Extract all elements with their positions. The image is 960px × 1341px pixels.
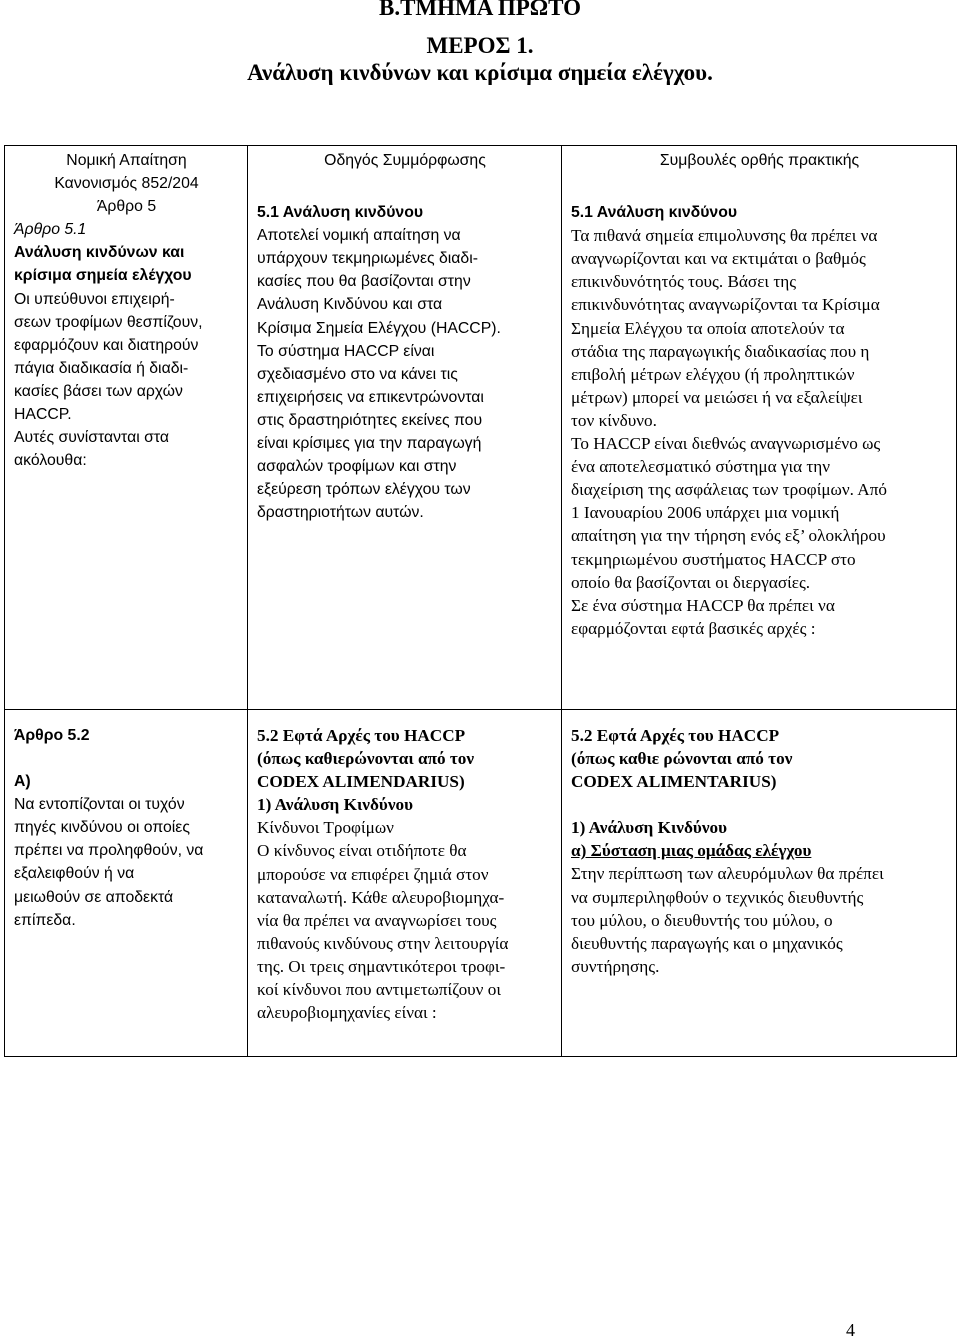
article-label: Άρθρο 5.1 bbox=[14, 221, 87, 239]
body-line: αλευροβιομηχανίες είναι : bbox=[257, 1003, 437, 1023]
body-line: Το σύστημα HACCP είναι bbox=[257, 342, 435, 360]
article-heading: Ανάλυση κινδύνων και bbox=[14, 244, 185, 262]
body-line: εφαρμόζονται εφτά βασικές αρχές : bbox=[571, 618, 816, 638]
body-line: οποίο θα βασίζονται οι διεργασίες. bbox=[571, 572, 811, 592]
body-line: πρέπει να προληφθούν, να bbox=[14, 842, 204, 860]
body-line: υπάρχουν τεκμηριωμένες διαδι- bbox=[257, 250, 478, 268]
section-heading: (όπως καθιερώνονται από τον bbox=[257, 749, 475, 769]
principle-heading: 1) Ανάλυση Κινδύνου bbox=[257, 795, 414, 815]
body-line: απαίτηση για την τήρηση ενός εξ’ ολοκλήρου bbox=[571, 526, 886, 546]
body-line: μέτρων) μπορεί να μειώσει ή να εξαλείψει bbox=[571, 387, 863, 407]
principle-heading: 1) Ανάλυση Κινδύνου bbox=[571, 818, 728, 838]
part-title: ΜΕΡΟΣ 1. bbox=[426, 33, 534, 58]
body-line: Σημεία Ελέγχου τα οποία αποτελούν τα bbox=[571, 318, 845, 338]
body-line: 1 Ιανουαρίου 2006 υπάρχει μια νομική bbox=[571, 503, 840, 523]
body-line: είναι κρίσιμες για την παραγωγή bbox=[257, 435, 482, 453]
body-line: μπορούσε να επιφέρει ζημιά στον bbox=[257, 864, 489, 884]
body-line: στις δραστηριότητες εκείνες που bbox=[257, 411, 483, 429]
section-heading: CODEX ALIMENTARIUS) bbox=[571, 772, 777, 792]
body-line: πάγια διαδικασία ή διαδι- bbox=[14, 359, 189, 377]
body-line: αναγνωρίζονται και να εκτιμάται ο βαθμός bbox=[571, 249, 866, 269]
body-line: Οι υπεύθυνοι επιχειρή- bbox=[14, 290, 175, 308]
body-line: Αποτελεί νομική απαίτηση να bbox=[257, 227, 461, 245]
article-heading: κρίσιμα σημεία ελέγχου bbox=[14, 267, 192, 285]
body-line: Να εντοπίζονται οι τυχόν bbox=[14, 796, 185, 814]
body-line: εξεύρεση τρόπων ελέγχου των bbox=[257, 481, 471, 499]
page-number: 4 bbox=[846, 1320, 855, 1340]
body-line: διαχείριση της ασφάλειας των τροφίμων. Από bbox=[571, 480, 887, 500]
body-line: Σε ένα σύστημα HACCP θα πρέπει να bbox=[571, 595, 835, 615]
body-line: Στην περίπτωση των αλευρόμυλων θα πρέπει bbox=[571, 864, 884, 884]
body-line: ένα αποτελεσματικό σύστημα για την bbox=[571, 457, 831, 477]
legal-requirement-cell bbox=[5, 710, 248, 1057]
legal-requirement-cell bbox=[5, 146, 248, 710]
body-line: Κίνδυνοι Τροφίμων bbox=[257, 818, 394, 838]
section-heading: 5.2 Εφτά Αρχές του HACCP bbox=[571, 726, 780, 745]
item-label: Α) bbox=[14, 773, 31, 791]
section-heading: 5.1 Ανάλυση κινδύνου bbox=[257, 204, 424, 222]
body-line: συντήρησης. bbox=[571, 956, 660, 976]
body-line: εφαρμόζουν και διατηρούν bbox=[14, 336, 199, 354]
body-line: Αυτές συνίστανται στα bbox=[14, 429, 169, 447]
body-line: σεων τροφίμων θεσπίζουν, bbox=[14, 313, 203, 331]
body-line: στάδια της παραγωγικής διαδικασίας που η bbox=[571, 341, 870, 361]
article-label: Άρθρο 5.2 bbox=[14, 727, 90, 744]
section-heading: CODEX ALIMENDARIUS) bbox=[257, 772, 465, 792]
section-heading: 5.1 Ανάλυση κινδύνου bbox=[571, 204, 738, 222]
body-line: επιβολή μέτρων ελέγχου (ή προληπτικών bbox=[571, 364, 855, 384]
body-line: να συμπεριληφθούν ο τεχνικός διευθυντής bbox=[571, 887, 864, 907]
body-line: επιχειρήσεις να επικεντρώνονται bbox=[257, 388, 484, 406]
compliance-guide-cell bbox=[248, 146, 562, 710]
body-line: νία θα πρέπει να αναγνωρίσει τους bbox=[257, 910, 497, 930]
body-line: της. Οι τρεις σημαντικότεροι τροφι- bbox=[257, 956, 506, 976]
body-line: μειωθούν σε αποδεκτά bbox=[14, 888, 174, 906]
body-line: Ανάλυση Κινδύνου και στα bbox=[257, 296, 443, 314]
column-title: Συμβουλές ορθής πρακτικής bbox=[659, 152, 860, 169]
legal-title: Άρθρο 5 bbox=[96, 198, 157, 216]
body-line: Κρίσιμα Σημεία Ελέγχου (HACCP). bbox=[257, 319, 501, 337]
body-line: κοί κίνδυνοι που αντιμετωπίζουν οι bbox=[257, 980, 501, 1000]
body-line: κασίες βάσει των αρχών bbox=[14, 382, 183, 400]
legal-title: Νομική Απαίτηση bbox=[66, 152, 187, 169]
good-practice-cell bbox=[562, 146, 957, 710]
table-row bbox=[5, 710, 957, 1057]
body-line: ακόλουθα: bbox=[14, 452, 87, 470]
body-line: σχεδιασμένο στο να κάνει τις bbox=[257, 365, 458, 383]
body-line: δραστηριοτήτων αυτών. bbox=[257, 504, 424, 522]
legal-title: Κανονισμός 852/204 bbox=[54, 175, 199, 193]
body-line: πηγές κινδύνου οι οποίες bbox=[14, 819, 190, 837]
section-title: B.ΤΜΗΜΑ ΠΡΩΤΟ bbox=[378, 0, 581, 20]
body-line: επικινδυνότητός τους. Βάσει της bbox=[571, 272, 797, 292]
body-line: πιθανούς κινδύνους στην λειτουργία bbox=[257, 933, 509, 953]
compliance-table bbox=[4, 145, 957, 1057]
good-practice-cell bbox=[562, 710, 957, 1057]
body-line: Ο κίνδυνος είναι οτιδήποτε θα bbox=[257, 841, 467, 861]
body-line: επικινδυνότητας αναγνωρίζονται τα Κρίσιμα bbox=[571, 295, 880, 315]
body-line: του μύλου, ο διευθυντής του μύλου, ο bbox=[571, 910, 833, 930]
body-line: εξαλειφθούν ή να bbox=[14, 865, 135, 883]
body-line: επίπεδα. bbox=[14, 911, 76, 929]
compliance-guide-cell bbox=[248, 710, 562, 1057]
body-line: ασφαλών τροφίμων και στην bbox=[257, 458, 457, 476]
body-line: διευθυντής παραγωγής και ο μηχανικός bbox=[571, 933, 843, 953]
body-line: τεκμηριωμένου συστήματος HACCP στο bbox=[571, 549, 856, 569]
chapter-title: Ανάλυση κινδύνων και κρίσιμα σημεία ελέγχου. bbox=[247, 60, 713, 85]
column-title: Οδηγός Συμμόρφωσης bbox=[324, 152, 486, 169]
body-line: καταναλωτή. Κάθε αλευροβιομηχα- bbox=[257, 887, 505, 907]
body-line: Τα πιθανά σημεία επιμολυνσης θα πρέπει να bbox=[571, 226, 878, 246]
table-row bbox=[5, 146, 957, 710]
sub-heading: α) Σύσταση μιας ομάδας ελέγχου bbox=[571, 841, 812, 861]
body-line: HACCP. bbox=[14, 406, 72, 424]
body-line: τον κίνδυνο. bbox=[571, 410, 657, 430]
body-line: κασίες που θα βασίζονται στην bbox=[257, 273, 471, 291]
section-heading: (όπως καθιε ρώνονται από τον bbox=[571, 749, 793, 769]
body-line: Το HACCP είναι διεθνώς αναγνωρισμένο ως bbox=[571, 434, 881, 454]
section-heading: 5.2 Εφτά Αρχές του HACCP bbox=[257, 726, 466, 745]
tips-body bbox=[571, 224, 948, 640]
